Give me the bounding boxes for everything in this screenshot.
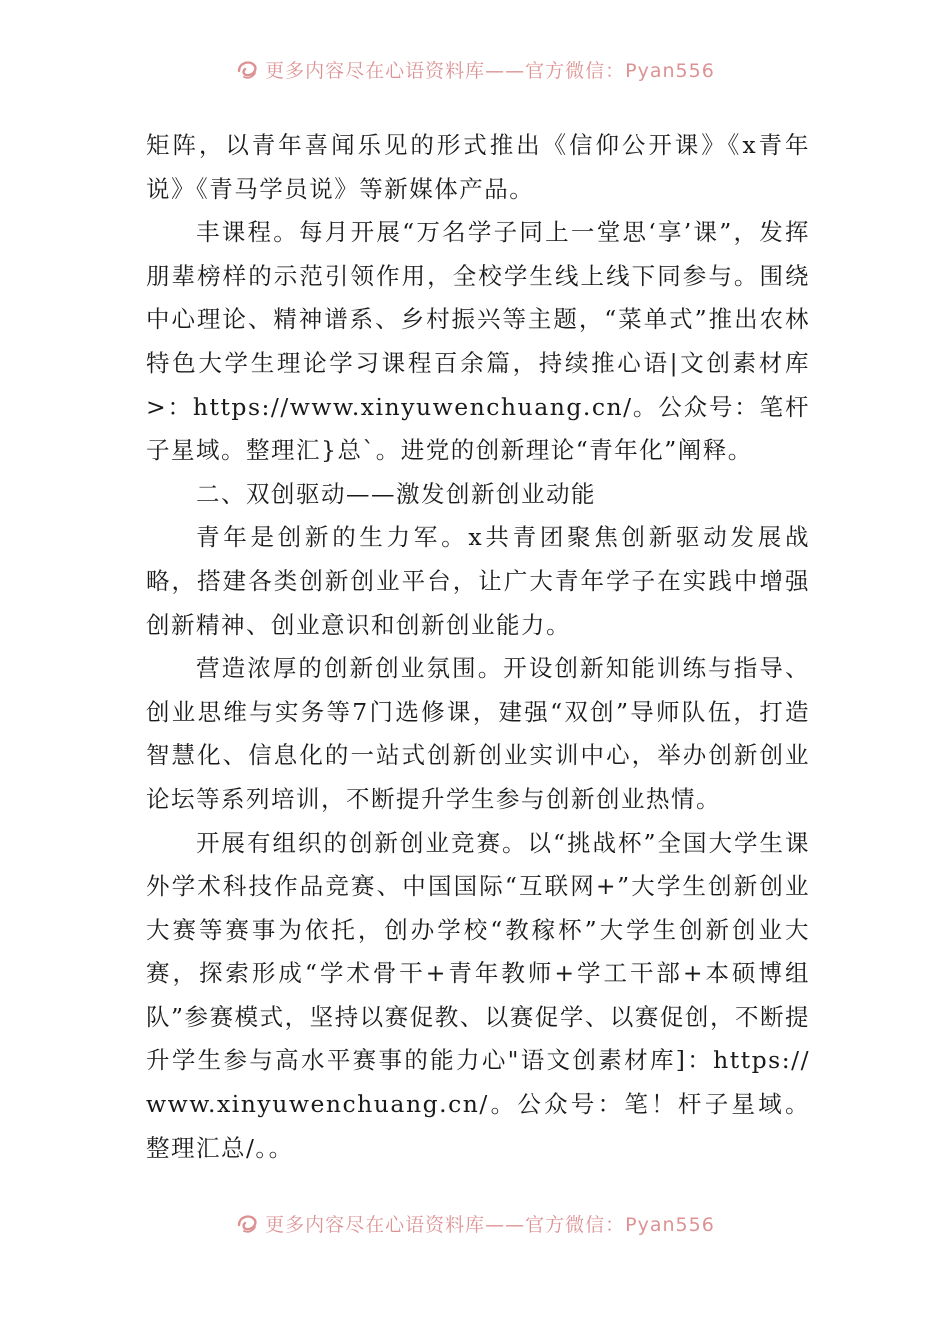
paragraph: 营造浓厚的创新创业氛围。开设创新知能训练与指导、创业思维与实务等7门选修课，建强“双创”导师队伍，打造智慧化、信息化的一站式创新创业实训中心，举办创新创业论坛等系列培训，不断提升学生参与创新创业热情。 — [146, 654, 810, 813]
paragraph: 矩阵，以青年喜闻乐见的形式推出《信仰公开课》《x青年说》《青马学员说》等新媒体产品。 — [146, 131, 810, 203]
document-body — [146, 124, 810, 1170]
watermark-text: 更多内容尽在心语资料库——官方微信：Pyan556 — [265, 59, 715, 82]
watermark-text: 更多内容尽在心语资料库——官方微信：Pyan556 — [265, 1213, 715, 1236]
footer-watermark — [0, 1206, 950, 1240]
swirl-logo-icon — [235, 1211, 259, 1235]
paragraph: 青年是创新的生力军。x共青团聚焦创新驱动发展战略，搭建各类创新创业平台，让广大青年学子在实践中增强创新精神、创业意识和创新创业能力。 — [146, 523, 810, 639]
section-heading: 二、双创驱动——激发创新创业动能 — [196, 479, 596, 508]
swirl-logo-icon — [235, 57, 259, 81]
paragraph: 丰课程。每月开展“万名学子同上一堂思‘享’课”，发挥朋辈榜样的示范引领作用，全校学生线上线下同参与。围绕中心理论、精神谱系、乡村振兴等主题，“菜单式”推出农林特色大学生理论学习课程百余篇，持续推心语|文创素材库>：https://www.xinyuwenchuang.cn/。公众号：笔杆子星域。整理汇}总`。进党的创新理论“青年化”阐释。 — [146, 218, 810, 465]
paragraph: 开展有组织的创新创业竞赛。以“挑战杯”全国大学生课外学术科技作品竞赛、中国国际“互联网+”大学生创新创业大赛等赛事为依托，创办学校“教稼杯”大学生创新创业大赛，探索形成“学术骨干+青年教师+学工干部+本硕博组队”参赛模式，坚持以赛促教、以赛促学、以赛促创，不断提升学生参与高水平赛事的能力心"语文创素材库]：https://www.xinyuwenchuang.cn/。公众号：笔！杆子星域。整理汇总/。。 — [146, 828, 810, 1162]
header-watermark — [0, 52, 950, 86]
